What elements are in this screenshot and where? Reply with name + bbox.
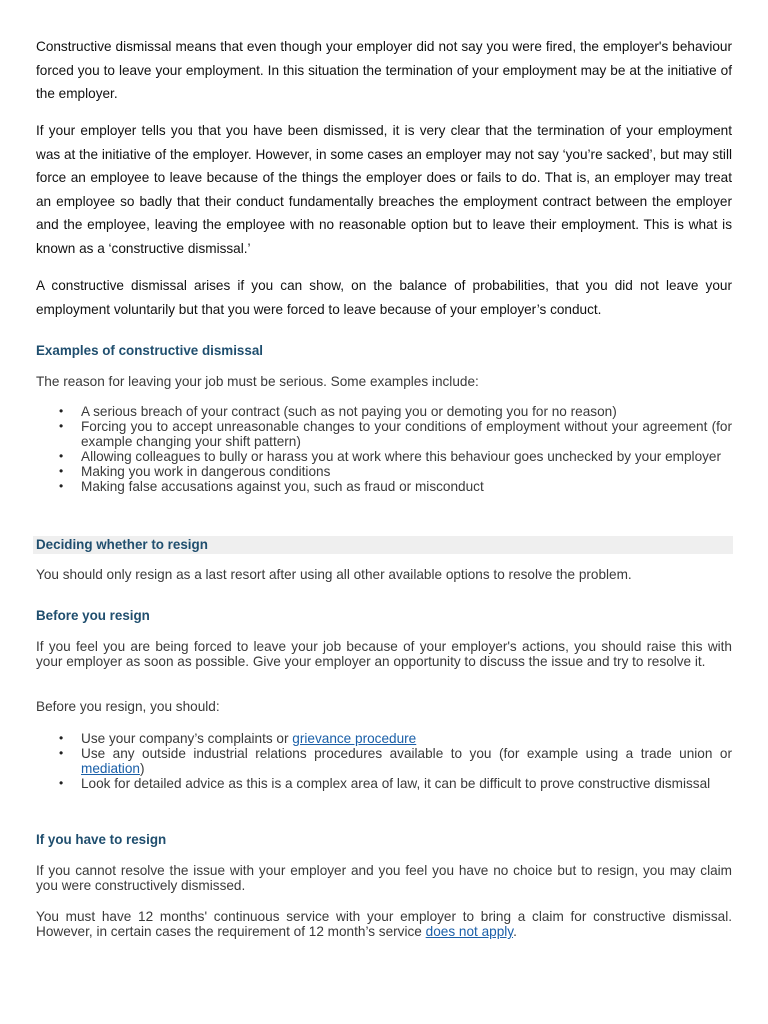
list-item: • Use your company’s complaints or grievance procedure: [59, 731, 417, 746]
have-to-resign-heading: If you have to resign: [36, 832, 167, 847]
examples-lead: The reason for leaving your job must be serious. Some examples include:: [36, 374, 479, 389]
intro-paragraph-2: If your employer tells you that you have been dismissed, it is very clear that the termination of your employment was at the initiative of the employer. However, in some cases an employer may not say ‘you’re sacked’, but may still force an employee to leave because of the things the employer does or fails to do. That is, an employer may treat an employee so badly that their conduct fundamentally breaches the employment contract between the employer and the employee, leaving the employee with no reasonable option but to leave their employment. This is what is known as a ‘constructive dismissal.’: [36, 123, 732, 256]
bullet-icon: •: [59, 404, 64, 418]
intro-paragraph-3: A constructive dismissal arises if you can show, on the balance of probabilities, that you did not leave your employment voluntarily but that you were forced to leave because of your employer’s conduct.: [36, 278, 732, 317]
list-item: • Look for detailed advice as this is a complex area of law, it can be difficult to prove constructive dismissal: [59, 776, 711, 791]
examples-heading: Examples of constructive dismissal: [36, 343, 263, 358]
bullet-icon: •: [59, 449, 64, 463]
before-list: [36, 731, 732, 791]
does-not-apply-link[interactable]: does not apply: [425, 924, 514, 939]
examples-list: [36, 404, 732, 494]
list-item: • Making false accusations against you, such as fraud or misconduct: [59, 479, 484, 494]
bullet-icon: •: [59, 464, 64, 478]
before-paragraph-2: Before you resign, you should:: [36, 699, 220, 714]
list-item: • Use any outside industrial relations procedures available to you (for example using a trade union or mediation): [59, 746, 732, 776]
list-item: • Allowing colleagues to bully or harass you at work where this behaviour goes unchecked by your employer: [59, 449, 722, 464]
bullet-icon: •: [59, 731, 64, 745]
grievance-procedure-link[interactable]: grievance procedure: [292, 731, 417, 746]
deciding-heading: Deciding whether to resign: [33, 536, 733, 554]
bullet-icon: •: [59, 746, 64, 760]
list-item: • Forcing you to accept unreasonable changes to your conditions of employment without your agreement (for example changing your shift pattern): [59, 419, 732, 449]
bullet-icon: •: [59, 776, 64, 790]
before-paragraph-1: If you feel you are being forced to leave your job because of your employer's actions, you should raise this with your employer as soon as possible. Give your employer an opportunity to discuss the issue and try to resolve it.: [36, 639, 732, 669]
deciding-text: You should only resign as a last resort after using all other available options to resolve the problem.: [36, 567, 632, 582]
mediation-link[interactable]: mediation: [81, 761, 140, 776]
before-heading: Before you resign: [36, 608, 150, 623]
list-item: • A serious breach of your contract (such as not paying you or demoting you for no reason): [59, 404, 617, 419]
have-to-paragraph-2: You must have 12 months' continuous service with your employer to bring a claim for constructive dismissal. However, in certain cases the requirement of 12 month’s service does not apply.: [36, 909, 732, 939]
bullet-icon: •: [59, 419, 64, 433]
bullet-icon: •: [59, 479, 64, 493]
have-to-paragraph-1: If you cannot resolve the issue with your employer and you feel you have no choice but to resign, you may claim you were constructively dismissed.: [36, 863, 732, 893]
list-item: • Making you work in dangerous conditions: [59, 464, 331, 479]
intro-paragraph-1: Constructive dismissal means that even though your employer did not say you were fired, the employer's behaviour forced you to leave your employment. In this situation the termination of your employment may be at the initiative of the employer.: [36, 39, 732, 101]
